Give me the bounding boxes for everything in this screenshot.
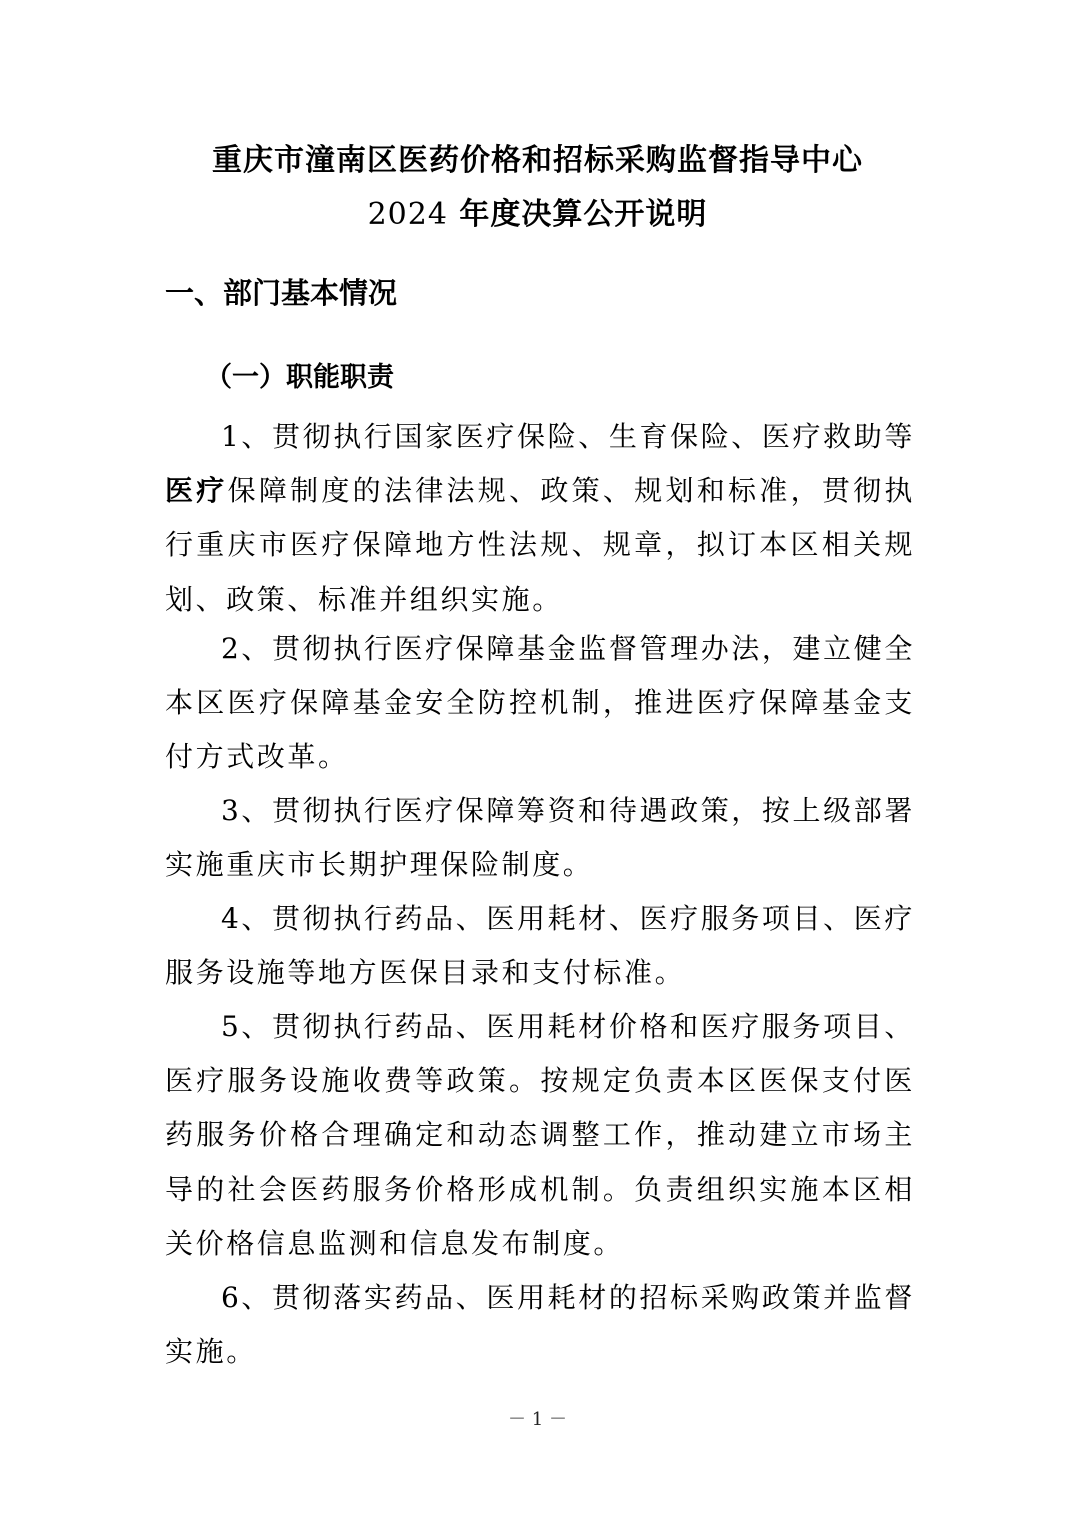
page-number: － 1 － — [508, 1409, 567, 1430]
subsection-heading: （一）职能职责 — [205, 362, 394, 393]
duty-1-text-post: 保障制度的法律法规、政策、规划和标准，贯彻执行重庆市医疗保障地方性法规、规章，拟订本区相关规划、政策、标准并组织实施。 — [165, 474, 916, 616]
duty-1-text-bold: 医疗 — [165, 474, 228, 508]
duty-paragraph-2: 2、贯彻执行医疗保障基金监督管理办法，建立健全本区医疗保障基金安全防控机制，推进医疗保障基金支付方式改革。 — [165, 632, 915, 774]
duty-paragraph-3: 3、贯彻执行医疗保障筹资和待遇政策，按上级部署实施重庆市长期护理保险制度。 — [165, 794, 915, 882]
title-subtitle: 年度决算公开说明 — [447, 197, 708, 232]
duty-paragraph-1 — [165, 410, 915, 627]
duty-1-text-pre: 1、贯彻执行国家医疗保险、生育保险、医疗救助等 — [221, 420, 915, 453]
section-heading: 一、部门基本情况 — [165, 276, 398, 310]
duty-paragraph-6: 6、贯彻落实药品、医用耗材的招标采购政策并监督实施。 — [165, 1281, 915, 1369]
document-title-line2 — [0, 195, 1075, 235]
document-title-line1: 重庆市潼南区医药价格和招标采购监督指导中心 — [212, 143, 863, 178]
title-year: 2024 — [367, 197, 448, 232]
duty-paragraph-5: 5、贯彻执行药品、医用耗材价格和医疗服务项目、医疗服务设施收费等政策。按规定负责本区医保支付医药服务价格合理确定和动态调整工作，推动建立市场主导的社会医药服务价格形成机制。负责组织实施本区相关价格信息监测和信息发布制度。 — [165, 1010, 915, 1260]
duty-paragraph-4: 4、贯彻执行药品、医用耗材、医疗服务项目、医疗服务设施等地方医保目录和支付标准。 — [165, 902, 915, 990]
